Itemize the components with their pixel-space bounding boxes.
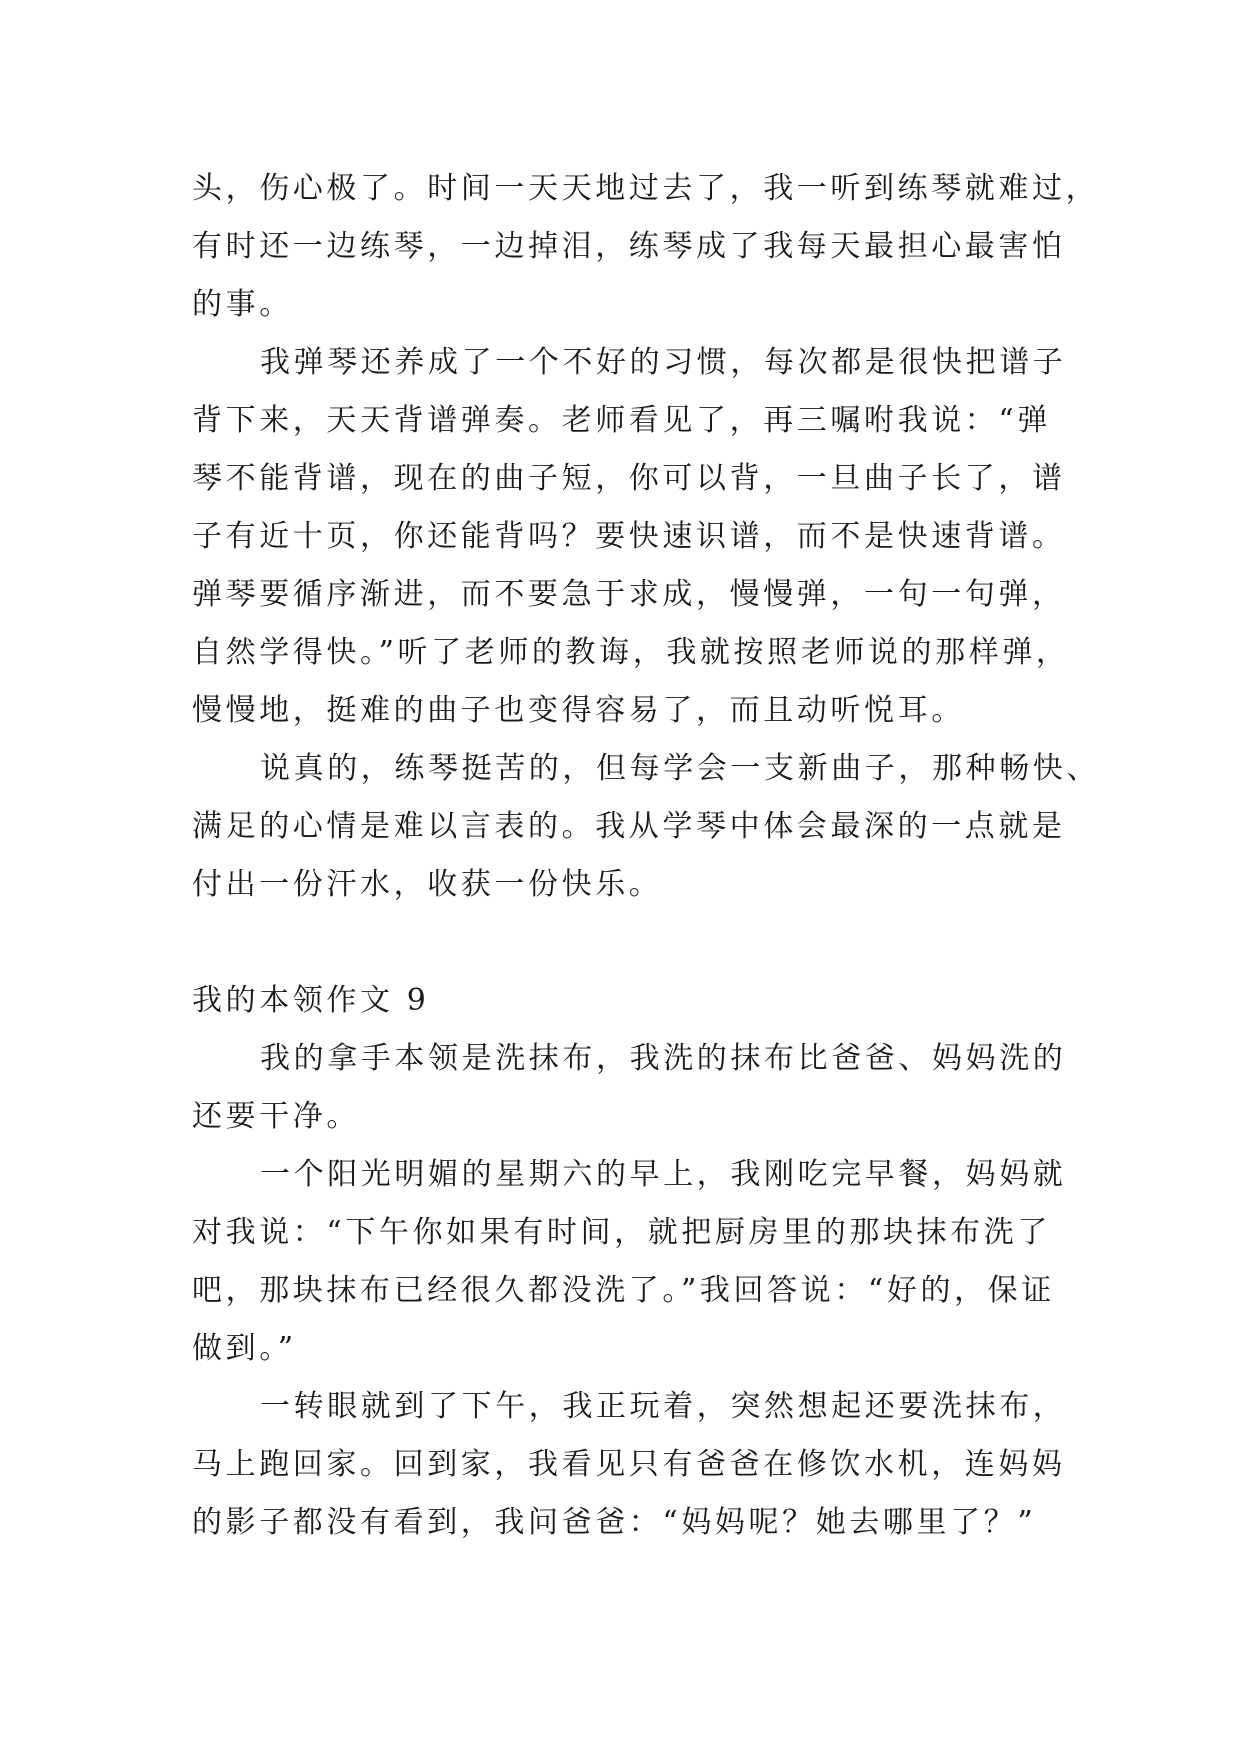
paragraph-afternoon [192,1378,1067,1552]
text-line: 满足的心情是难以言表的。我从学琴中体会最深的一点就是 [192,809,1066,844]
text-line: 吧，那块抹布已经很久都没洗了。”我回答说：“好的，保证 [192,1273,1055,1308]
text-line: 弹琴要循序渐进，而不要急于求成，慢慢弹，一句一句弹， [192,577,1066,612]
text-line: 说真的，练琴挺苦的，但每学会一支新曲子，那种畅快、 [260,751,1100,786]
paragraph-intro [192,1030,1067,1146]
essay-heading: 我的本领作文 9 [192,983,430,1018]
text-line: 的事。 [192,287,293,322]
text-line: 头，伤心极了。时间一天天地过去了，我一听到练琴就难过， [192,171,1100,206]
paragraph-conclusion [192,740,1100,914]
text-line: 一个阳光明媚的星期六的早上，我刚吃完早餐，妈妈就 [260,1157,1067,1192]
text-line: 还要干净。 [192,1099,360,1134]
text-line: 做到。” [192,1331,297,1366]
text-line: 我弹琴还养成了一个不好的习惯，每次都是很快把谱子 [260,345,1067,380]
text-line: 付出一份汗水，收获一份快乐。 [192,867,663,902]
text-line: 背下来，天天背谱弹奏。老师看见了，再三嘱咐我说：“弹 [192,403,1051,438]
text-line: 自然学得快。”听了老师的教诲，我就按照老师说的那样弹， [192,635,1070,670]
text-line: 子有近十页，你还能背吗？要快速识谱，而不是快速背谱。 [192,519,1066,554]
document-page [192,160,1100,1552]
paragraph-saturday [192,1146,1067,1378]
paragraph-sight-reading [192,334,1070,740]
text-line: 我的拿手本领是洗抹布，我洗的抹布比爸爸、妈妈洗的 [260,1041,1067,1076]
text-line: 对我说：“下午你如果有时间，就把厨房里的那块抹布洗了 [192,1215,1051,1250]
text-line: 马上跑回家。回到家，我看见只有爸爸在修饮水机，连妈妈 [192,1447,1066,1482]
text-line: 一转眼就到了下午，我正玩着，突然想起还要洗抹布， [260,1389,1067,1424]
text-line: 琴不能背谱，现在的曲子短，你可以背，一旦曲子长了，谱 [192,461,1066,496]
text-line: 慢慢地，挺难的曲子也变得容易了，而且动听悦耳。 [192,693,965,728]
text-line: 有时还一边练琴，一边掉泪，练琴成了我每天最担心最害怕 [192,229,1066,264]
blank-line [192,914,1062,972]
paragraph-continued [192,160,1100,334]
text-line: 的影子都没有看到，我问爸爸：“妈妈呢？她去哪里了？” [192,1505,1037,1540]
